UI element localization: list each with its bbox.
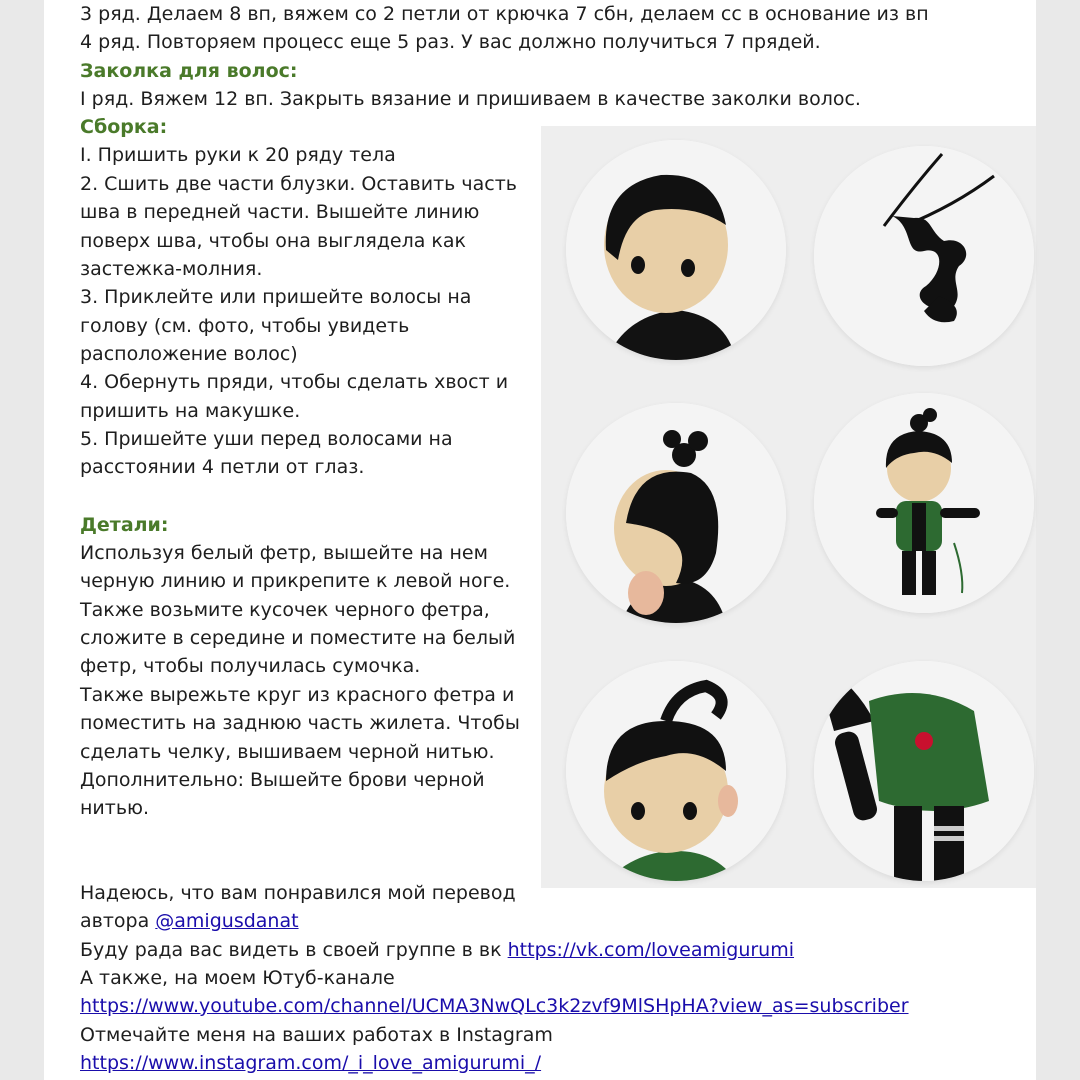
instagram-link[interactable]: https://www.instagram.com/_i_love_amigurumi_/ <box>80 1052 542 1074</box>
assembly-line: расположение волос) <box>80 343 298 365</box>
intro-line-4: 4 ряд. Повторяем процесс еще 5 раз. У вас должно получиться 7 прядей. <box>80 31 821 53</box>
youtube-line <box>80 992 909 1020</box>
assembly-line: I. Пришить руки к 20 ряду тела <box>80 144 396 166</box>
doll-head-back-image <box>566 403 786 623</box>
photo-head-back <box>566 403 786 623</box>
photo-full-doll <box>814 393 1034 613</box>
details-line: фетр, чтобы получилась сумочка. <box>80 655 421 677</box>
details-heading: Детали: <box>80 514 169 536</box>
assembly-line: 5. Пришейте уши перед волосами на <box>80 428 453 450</box>
footer-youtube-prefix: А также, на моем Ютуб-канале <box>80 967 395 989</box>
details-line: Также возьмите кусочек черного фетра, <box>80 599 490 621</box>
details-line: Дополнительно: Вышейте брови черной <box>80 769 485 791</box>
doll-head-front-image <box>566 140 786 360</box>
vk-link[interactable]: https://vk.com/loveamigurumi <box>507 939 795 961</box>
footer-author <box>80 907 299 935</box>
photo-head-tail <box>566 661 786 881</box>
youtube-link[interactable]: https://www.youtube.com/channel/UCMA3NwQLc3k2zvf9MlSHpHA?view_as=subscriber <box>80 995 909 1017</box>
instagram-line <box>80 1049 541 1077</box>
assembly-line: поверх шва, чтобы она выглядела как <box>80 230 466 252</box>
photo-head-front <box>566 140 786 360</box>
details-line: сложите в середине и поместите на белый <box>80 627 516 649</box>
assembly-line: шва в передней части. Вышейте линию <box>80 201 480 223</box>
assembly-heading: Сборка: <box>80 116 168 138</box>
details-line: Используя белый фетр, вышейте на нем <box>80 542 488 564</box>
assembly-line: пришить на макушке. <box>80 400 301 422</box>
hair-strands-image <box>814 146 1034 366</box>
assembly-line: 4. Обернуть пряди, чтобы сделать хвост и <box>80 371 509 393</box>
assembly-line: голову (см. фото, чтобы увидеть <box>80 315 410 337</box>
hairclip-text: I ряд. Вяжем 12 вп. Закрыть вязание и пришиваем в качестве заколки волос. <box>80 88 861 110</box>
vk-prefix: Буду рада вас видеть в своей группе в вк <box>80 939 508 961</box>
details-line: нитью. <box>80 797 150 819</box>
intro-line-3: 3 ряд. Делаем 8 вп, вяжем со 2 петли от крючка 7 сбн, делаем сс в основание из вп <box>80 3 929 25</box>
assembly-line: 2. Сшить две части блузки. Оставить часть <box>80 173 517 195</box>
assembly-line: застежка-молния. <box>80 258 263 280</box>
details-line: сделать челку, вышиваем черной нитью. <box>80 741 495 763</box>
assembly-line: расстоянии 4 петли от глаз. <box>80 456 365 478</box>
author-link[interactable]: @amigusdanat <box>155 910 299 932</box>
details-line: Также вырежьте круг из красного фетра и <box>80 684 515 706</box>
footer-thanks: Надеюсь, что вам понравился мой перевод <box>80 882 516 904</box>
footer-instagram-prefix: Отмечайте меня на ваших работах в Instagram <box>80 1024 553 1046</box>
full-doll-image <box>814 393 1034 613</box>
author-prefix: автора <box>80 910 156 932</box>
photo-vest-back <box>814 661 1034 881</box>
footer-vk <box>80 936 794 964</box>
photo-hair-strands <box>814 146 1034 366</box>
doll-head-tail-image <box>566 661 786 881</box>
hairclip-heading: Заколка для волос: <box>80 60 298 82</box>
vest-back-image <box>814 661 1034 881</box>
details-line: поместить на заднюю часть жилета. Чтобы <box>80 712 520 734</box>
details-line: черную линию и прикрепите к левой ноге. <box>80 570 511 592</box>
assembly-line: 3. Приклейте или пришейте волосы на <box>80 286 472 308</box>
